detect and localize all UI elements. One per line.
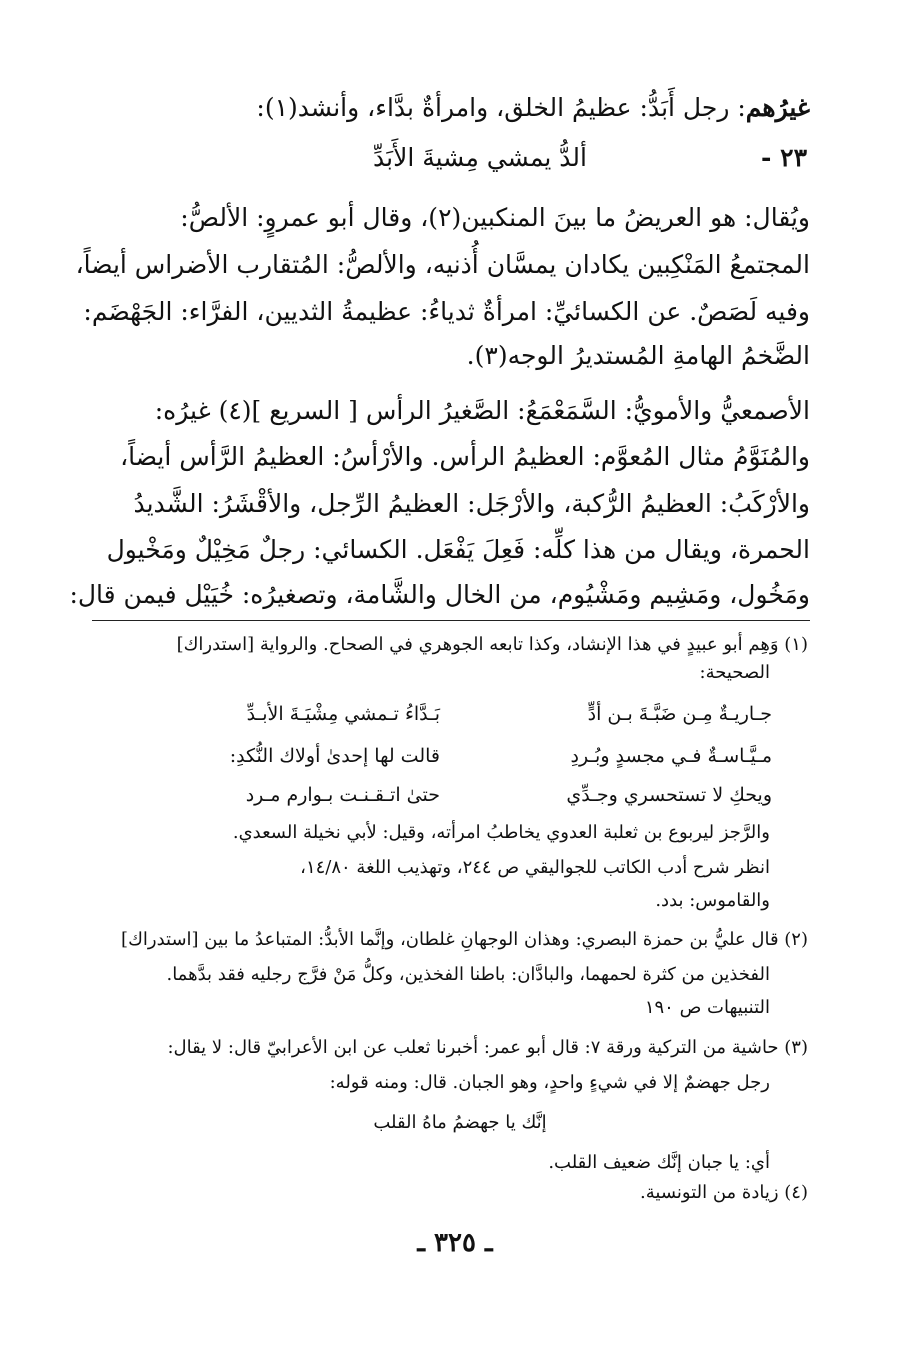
footnote-1-line-2: الصحيحة: (699, 662, 770, 683)
footnote-3-line-2: رجل جهضمٌ إلا في شيءٍ واحدٍ، وهو الجبان. قال: ومنه قوله: (329, 1072, 770, 1093)
poem-hemistich-left: بَـدَّاءُ تـمشي مِشْيَـةَ الأبـدِّ (246, 703, 440, 725)
poem-hemistich-right: جـاريـةٌ مِـن ضَبَّـةَ بـن أدٍّ (587, 703, 772, 725)
footnote-divider (92, 620, 810, 621)
main-line-1-text: : رجل أَبَدُّ: عظيمُ الخلق، وامرأةٌ بدَّاء، وأنشد(١): (256, 93, 746, 122)
footnote-3-line-4: أي: يا جبان إنَّك ضعيف القلب. (548, 1152, 770, 1173)
verse-number: ٢٣ - (761, 143, 807, 172)
main-line-p2-3: والأرْكَبُ: العظيمُ الرُّكبة، والأرْجَل: العظيمُ الرِّجل، والأقْشَرُ: الشَّديدُ (133, 489, 810, 518)
main-line-p1-4: الضَّخمُ الهامةِ المُستديرُ الوجه(٣). (466, 341, 810, 370)
footnote-1-line-4: انظر شرح أدب الكاتب للجواليقي ص ٢٤٤، وتهذيب اللغة ١٤/٨٠، (300, 857, 770, 878)
footnote-3-line-1: (٣) حاشية من التركية ورقة ٧: قال أبو عمر: أخبرنا ثعلب عن ابن الأعرابيّ قال: لا يقال: (167, 1037, 808, 1058)
poem-hemistich-right: ويحكِ لا تستحسري وجـدِّي (566, 784, 772, 806)
author-ref: غيرُهم (745, 93, 810, 122)
footnote-2-line-2: الفخذين من كثرة لحمهما، والبادَّان: باطنا الفخذين، وكلُّ مَنْ فرَّج رجليه فقد بدَّهما. (166, 964, 770, 985)
main-line-1 (256, 93, 810, 122)
main-line-p1-1: ويُقال: هو العريضُ ما بينَ المنكبين(٢)، وقال أبو عمروٍ: الألصُّ: (180, 203, 810, 232)
verse-line: ألدُّ يمشي مِشيةَ الأَبَدِّ (372, 143, 587, 172)
poem-hemistich-left: حتىٰ اتـقـنـت بـوارم مـرد (245, 784, 440, 806)
footnote-3-verse: إنَّك يا جهضمُ ماهُ القلب (373, 1112, 547, 1133)
footnote-1-line-1: (١) وَهِم أبو عبيدٍ في هذا الإنشاد، وكذا تابعه الجوهري في الصحاح. والرواية [استدراك] (176, 634, 808, 655)
footnote-2-line-3: التنبيهات ص ١٩٠ (644, 997, 770, 1018)
main-line-p2-4: الحمرة، ويقال من هذا كلِّه: فَعِلَ يَفْعَل. الكسائي: رجلٌ مَخِيْلٌ ومَخْيول (106, 535, 810, 564)
footnote-1-line-5: والقاموس: بدد. (655, 890, 770, 911)
main-line-p2-1: الأصمعيُّ والأمويُّ: السَّمَعْمَعُ: الصَّغيرُ الرأس [ السريع ](٤) غيرُه: (154, 396, 810, 425)
main-line-p2-2: والمُنَوَّمُ مثال المُعوَّم: العظيمُ الرأس. والأرْأسُ: العظيمُ الرَّأس أيضاً، (120, 442, 810, 471)
poem-hemistich-right: مـيَّـاسـةٌ فـي مجسدٍ وبُـردِ (570, 745, 772, 767)
main-line-p2-5: ومَخُول، ومَشِيم ومَشْيُوم، من الخال والشَّامة، وتصغيرُه: خُيَيْل فيمن قال: (69, 580, 810, 609)
page-number: ـ ٣٢٥ ـ (417, 1228, 493, 1258)
footnote-2-line-1: (٢) قال عليُّ بن حمزة البصري: وهذان الوجهانِ غلطان، وإنَّما الأبدُّ: المتباعدُ ما بين [استدراك] (121, 929, 808, 950)
poem-hemistich-left: قالت لها إحدىٰ أولاك النُّكدِ: (229, 745, 440, 767)
footnote-1-line-3: والرَّجز ليربوع بن ثعلبة العدوي يخاطبُ امرأته، وقيل: لأبي نخيلة السعدي. (232, 822, 770, 843)
footnote-4-line-1: (٤) زيادة من التونسية. (640, 1182, 808, 1203)
main-line-p1-3: وفيه لَصَصٌ. عن الكسائيِّ: امرأةٌ ثدياءُ: عظيمةُ الثديين، الفرَّاء: الجَهْضَم: (83, 297, 810, 326)
main-line-p1-2: المجتمعُ المَنْكِبين يكادان يمسَّان أُذنيه، والألصُّ: المُتقارب الأضراس أيضاً، (75, 250, 810, 279)
